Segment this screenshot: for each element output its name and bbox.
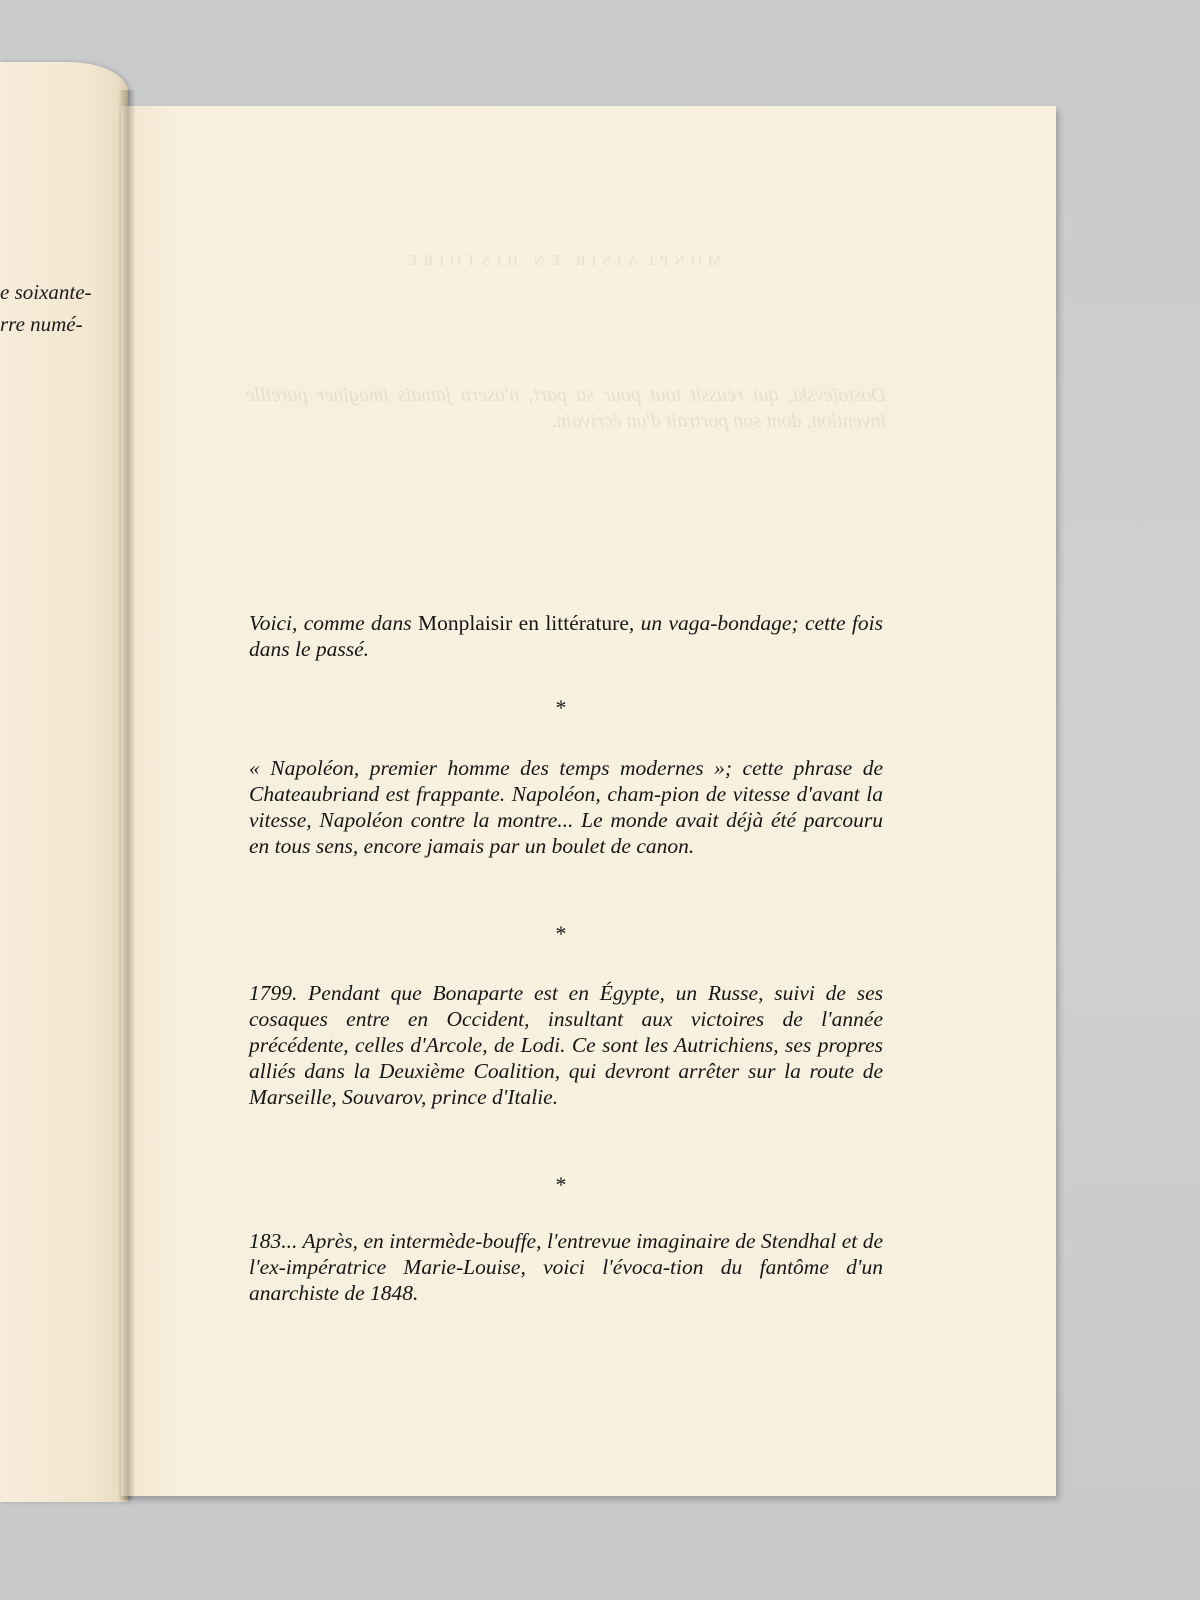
show-through-header: MONPLAISIR EN HISTOIRE — [402, 253, 722, 269]
paragraph-3 — [249, 980, 883, 1110]
paragraph-4 — [249, 1228, 883, 1306]
paragraph-1-rest: un vaga-bondage; cette fois dans le passé. — [249, 611, 883, 661]
book-gutter — [118, 90, 136, 1500]
left-page — [0, 62, 128, 1502]
section-separator-1: * — [555, 695, 567, 720]
left-page-line-2: rre numé- — [0, 312, 83, 336]
section-separator-3: * — [555, 1172, 567, 1197]
book-title-reference: Monplaisir en littérature, — [417, 611, 635, 635]
paragraph-4-text: 183... Après, en intermède-bouffe, l'entrevue imaginaire de Stendhal et de l'ex-impératrice Marie-Louise, voici l'évoca-tion du fantôme d'un anarchiste de 1848. — [249, 1229, 883, 1305]
paragraph-1-intro: Voici, comme dans — [249, 611, 418, 635]
paragraph-2-text: « Napoléon, premier homme des temps modernes »; cette phrase de Chateaubriand est frappante. Napoléon, cham-pion de vitesse d'avant la vitesse, Napoléon contre la montre... Le monde avait déjà été parcouru en tous sens, encore jamais par un boulet de canon. — [249, 756, 883, 858]
paragraph-3-text: 1799. Pendant que Bonaparte est en Égypte, un Russe, suivi de ses cosaques entre en Occident, insultant aux victoires de l'année précédente, celles d'Arcole, de Lodi. Ce sont les Autrichiens, ses propres alliés dans la Deuxième Coalition, qui devront arrêter sur la route de Marseille, Souvarov, prince d'Italie. — [249, 981, 883, 1109]
section-separator-2: * — [555, 921, 567, 946]
paragraph-2 — [249, 755, 883, 859]
left-page-line-1: e soixante- — [0, 280, 92, 304]
show-through-text: Dostoïevski, qui réussit tout pour sa part, n'osera jamais imaginer pareille invention, dont son portrait d'un écrivain. — [246, 384, 886, 432]
paragraph-1 — [249, 610, 883, 662]
